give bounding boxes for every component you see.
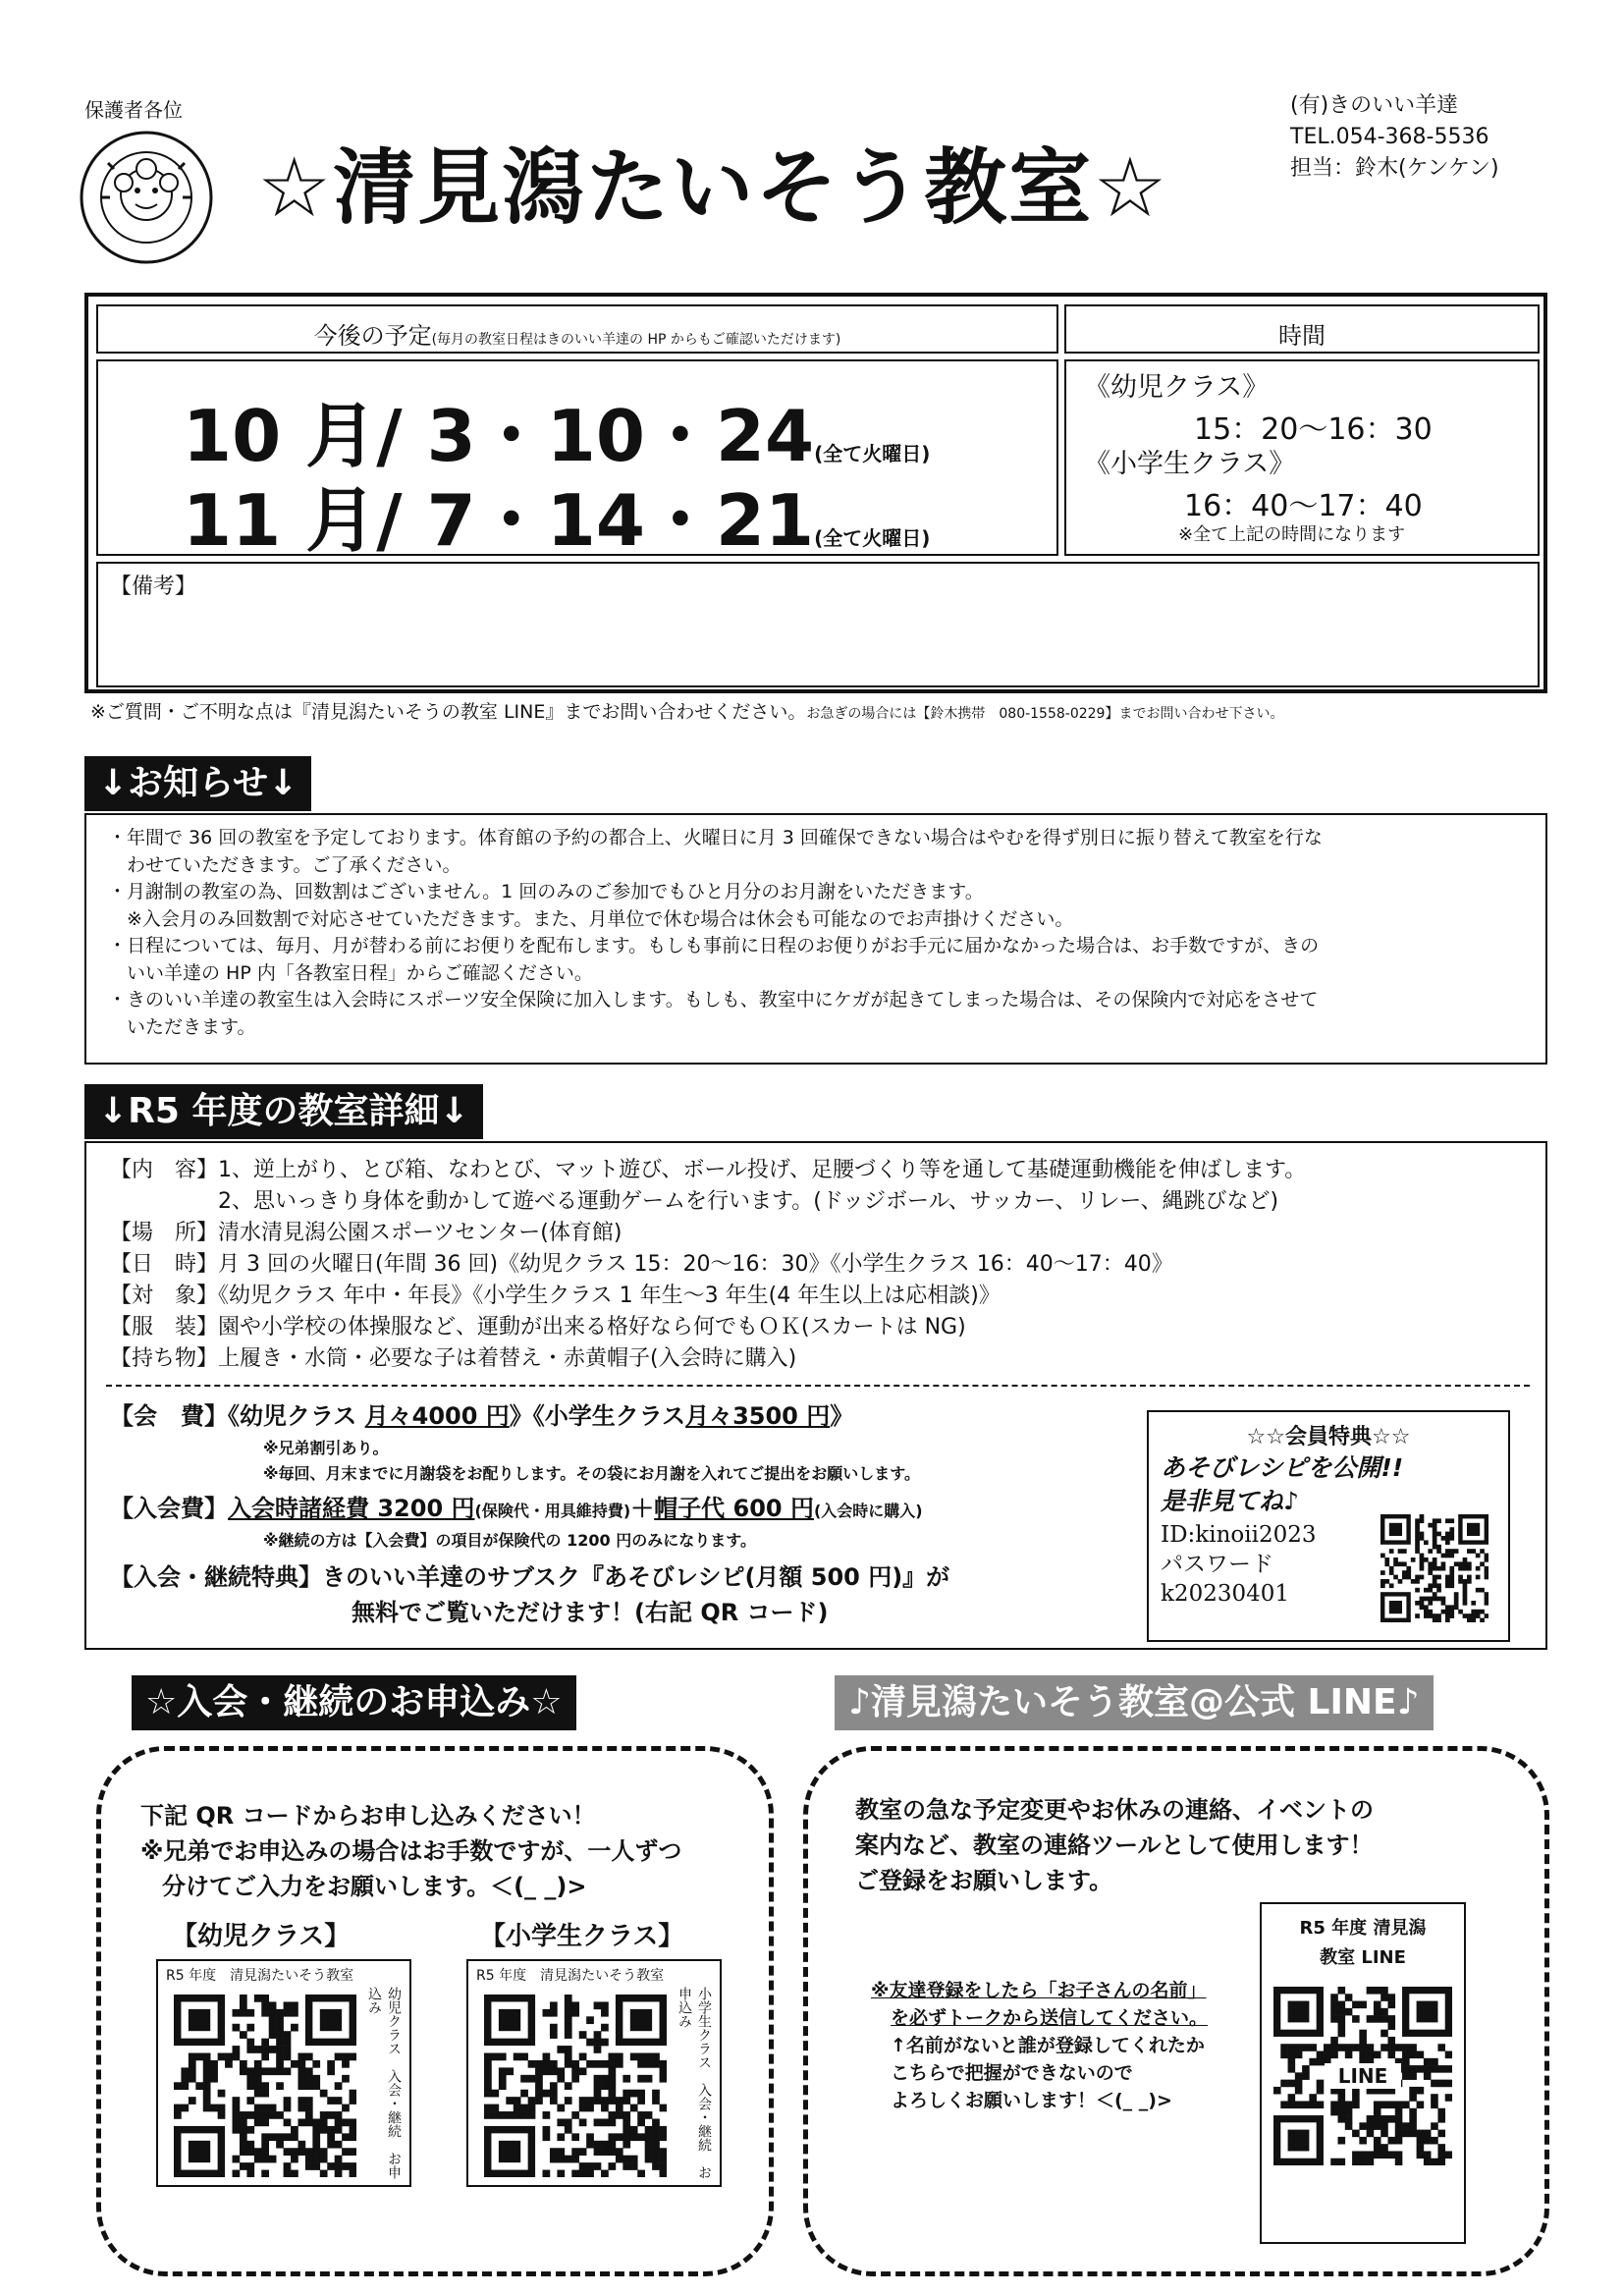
line-description-3: ご登録をお願いします。 — [855, 1867, 1113, 1894]
school-qr-vertical-text: 小学生クラス 入会・継続 お申込み — [677, 1987, 712, 2179]
school-qr-caption: R5 年度 清見潟たいそう教室 — [476, 1968, 665, 1984]
perk-id: ID:kinoii2023 — [1161, 1522, 1317, 1548]
fee-note-sibling: ※兄弟割引あり。 — [263, 1439, 389, 1457]
school-qr-code-icon[interactable] — [484, 1995, 667, 2177]
fee-kinder: 月々4000 円 — [364, 1402, 510, 1430]
schedule-header-note: (毎月の教室日程はきのいい羊達の HP からもご確認いただけます) — [431, 332, 841, 348]
notice-line: いい羊達の HP 内「各教室日程」からご確認ください。 — [108, 961, 593, 984]
kinder-qr-vertical-text: 幼児クラス 入会・継続 お申込み — [366, 1987, 402, 2179]
contact-text: ※ご質問・ご不明な点は『清見潟たいそうの教室 LINE』までお問い合わせください。 — [90, 701, 807, 723]
notes-cell — [96, 562, 1540, 687]
schedule-table — [84, 293, 1547, 693]
date-row-text: 11 月/ 7・14・21 — [183, 479, 815, 562]
notice-banner: ↓お知らせ↓ — [84, 756, 311, 811]
times-cell — [1064, 359, 1540, 556]
detail-row-target: 【対 象】《幼児クラス 年中・年長》《小学生クラス 1 年生〜3 年生(4 年生以上は応相談)》 — [110, 1284, 1001, 1308]
entry-hat-note: (入会時に購入) — [813, 1502, 923, 1520]
entry-fee-note: (保険代・用具維持費) — [474, 1502, 631, 1520]
fee-row — [110, 1396, 853, 1431]
school-class-label: 《小学生クラス》 — [1084, 449, 1296, 479]
line-description-1: 教室の急な予定変更やお休みの連絡、イベントの — [855, 1796, 1374, 1824]
perk-pw-label: パスワード — [1161, 1552, 1273, 1577]
schedule-header-cell — [96, 304, 1058, 354]
line-note-4: こちらで把握ができないので — [891, 2062, 1133, 2084]
time-header-label: 時間 — [1278, 322, 1326, 350]
details-banner: ↓R5 年度の教室詳細↓ — [84, 1084, 483, 1139]
kinder-qr-card — [156, 1959, 411, 2187]
sheep-logo-icon — [79, 130, 214, 265]
contact-line — [90, 697, 1283, 724]
kinder-qr-label: 【幼児クラス】 — [172, 1922, 351, 1951]
notes-label: 【備考】 — [110, 574, 197, 599]
member-perk-box — [1147, 1410, 1510, 1642]
page-title: ☆清見潟たいそう教室☆ — [257, 139, 1169, 236]
line-banner: ♪清見潟たいそう教室@公式 LINE♪ — [835, 1675, 1434, 1730]
line-note-2: を必ずトークから送信してください。 — [891, 2007, 1209, 2029]
apply-banner: ☆入会・継続のお申込み☆ — [132, 1675, 576, 1730]
perk-line-2: 無料でご覧いただけます！(右記 QR コード) — [352, 1599, 829, 1626]
line-description-2: 案内など、教室の連絡ツールとして使用します！ — [855, 1831, 1374, 1859]
school-qr-card — [466, 1959, 722, 2187]
entry-fee-row — [110, 1489, 923, 1523]
notice-line: ・きのいい羊達の教室生は入会時にスポーツ安全保険に加入します。もしも、教室中にケガが起きてしまった場合は、その保険内で対応をさせて — [108, 989, 1319, 1011]
entry-note: ※継続の方は【入会費】の項目が保険代の 1200 円のみになります。 — [263, 1531, 756, 1550]
details-box — [84, 1141, 1547, 1650]
line-card-title-2: 教室 LINE — [1320, 1947, 1406, 1968]
detail-row-belongings: 【持ち物】上履き・水筒・必要な子は着替え・赤黄帽子(入会時に購入) — [110, 1346, 797, 1371]
perk-line-1: 【入会・継続特典】きのいい羊達のサブスク『あそびレシピ(月額 500 円)』が — [110, 1563, 950, 1591]
notice-line: ・月謝制の教室の為、回数割はございません。1 回のみのご参加でもひと月分のお月謝をいただきます。 — [108, 881, 984, 902]
detail-row-datetime: 【日 時】月 3 回の火曜日(年間 36 回)《幼児クラス 15：20〜16：30》《小学生クラス 16：40〜17：40》 — [110, 1252, 1173, 1277]
perk-title: ☆☆会員特典☆☆ — [1246, 1425, 1411, 1449]
line-qr-center-label: LINE — [1325, 2063, 1401, 2089]
fee-prefix: 《幼児クラス — [228, 1402, 365, 1430]
apply-box — [96, 1746, 774, 2276]
schedule-header-label: 今後の予定 — [313, 322, 432, 350]
date-row-text: 10 月/ 3・10・24 — [183, 395, 815, 477]
school-class-time: 16：40〜17：40 — [1184, 489, 1423, 523]
fee-label: 【会 費】 — [110, 1402, 228, 1430]
detail-row-content-1: 【内 容】1、逆上がり、とび箱、なわとび、マット遊び、ボール投げ、足腰づくり等を通して基礎運動機能を伸ばします。 — [110, 1158, 1307, 1182]
perk-head-1: あそびレシピを公開!! — [1161, 1453, 1404, 1482]
perk-qr-code-icon[interactable] — [1380, 1514, 1489, 1622]
line-qr-card — [1260, 1902, 1466, 2244]
line-box — [803, 1746, 1549, 2276]
kinder-class-label: 《幼児クラス》 — [1084, 372, 1270, 403]
detail-row-clothing: 【服 装】園や小学校の体操服など、運動が出来る格好なら何でもＯＫ(スカートは NG) — [110, 1315, 966, 1339]
entry-fee: 入会時諸経費 3200 円 — [228, 1495, 475, 1522]
line-note-5: よろしくお願いします！＜(_ _)> — [891, 2090, 1172, 2111]
notice-line: わせていただきます。ご了承ください。 — [108, 853, 461, 876]
line-card-title-1: R5 年度 清見潟 — [1299, 1918, 1427, 1939]
entry-hat: 帽子代 600 円 — [654, 1495, 814, 1522]
recipient-label: 保護者各位 — [84, 98, 183, 122]
notice-line: ・日程については、毎月、月が替わる前にお便りを配布します。もしも事前に日程のお便りがお手元に届かなかった場合は、お手数ですが、きの — [108, 935, 1320, 957]
time-header-cell — [1064, 304, 1540, 354]
notice-box — [84, 813, 1547, 1065]
perk-head-2: 是非見てね♪ — [1161, 1487, 1299, 1515]
detail-row-content-2: 2、思いっきり身体を動かして遊べる運動ゲームを行います。(ドッジボール、サッカー、リレー、縄跳びなど) — [110, 1189, 1279, 1214]
detail-row-place: 【場 所】清水清見潟公園スポーツセンター(体育館) — [110, 1221, 623, 1245]
entry-label: 【入会費】 — [110, 1495, 228, 1522]
notice-line: ・年間で 36 回の教室を予定しております。体育館の予約の都合上、火曜日に月 3 回確保できない場合はやむを得ず別日に振り替えて教室を行な — [108, 827, 1323, 848]
org-tel: TEL.054-368-5536 — [1290, 125, 1489, 149]
time-note: ※全て上記の時間になります — [1178, 524, 1406, 545]
org-name: (有)きのいい羊達 — [1290, 93, 1459, 118]
apply-sibling-note: ※兄弟でお申込みの場合はお手数ですが、一人ずつ — [140, 1837, 682, 1865]
kinder-class-time: 15：20〜16：30 — [1194, 412, 1433, 447]
date-row-suffix: (全て火曜日) — [814, 442, 931, 465]
apply-sibling-note-2: 分けてご入力をお願いします。＜(_ _)> — [162, 1873, 587, 1900]
entry-plus: ＋ — [630, 1495, 655, 1522]
notice-line: いただきます。 — [108, 1015, 256, 1038]
apply-instruction: 下記 QR コードからお申し込みください！ — [140, 1802, 596, 1830]
fee-suffix: 》 — [830, 1402, 854, 1430]
org-staff: 担当：鈴木(ケンケン) — [1290, 156, 1499, 181]
dates-cell — [96, 359, 1058, 562]
line-note-3: ↑名前がないと誰が登録してくれたか — [891, 2035, 1205, 2056]
kinder-qr-code-icon[interactable] — [174, 1995, 356, 2177]
kinder-qr-caption: R5 年度 清見潟たいそう教室 — [166, 1968, 354, 1984]
divider — [106, 1385, 1530, 1387]
fee-note-envelope: ※毎回、月末までに月謝袋をお配りします。その袋にお月謝を入れてご提出をお願いします。 — [263, 1464, 920, 1483]
urgent-contact-text: お急ぎの場合には【鈴木携帯 080-1558-0229】までお問い合わせ下さい。 — [806, 706, 1284, 722]
notice-line: ※入会月のみ回数割で対応させていただきます。また、月単位で休む場合は休会も可能なのでお声掛けください。 — [108, 907, 1074, 930]
school-qr-label: 【小学生クラス】 — [480, 1922, 684, 1951]
line-note-1: ※友達登録をしたら「お子さんの名前」 — [871, 1980, 1207, 2001]
perk-pw: k20230401 — [1161, 1581, 1290, 1607]
organization-info — [1290, 90, 1499, 185]
fee-mid: 》《小学生クラス — [509, 1402, 686, 1430]
fee-school: 月々3500 円 — [685, 1402, 831, 1430]
date-row-suffix: (全て火曜日) — [814, 526, 931, 550]
sheep-logo — [79, 130, 214, 265]
date-row-november — [183, 464, 930, 566]
